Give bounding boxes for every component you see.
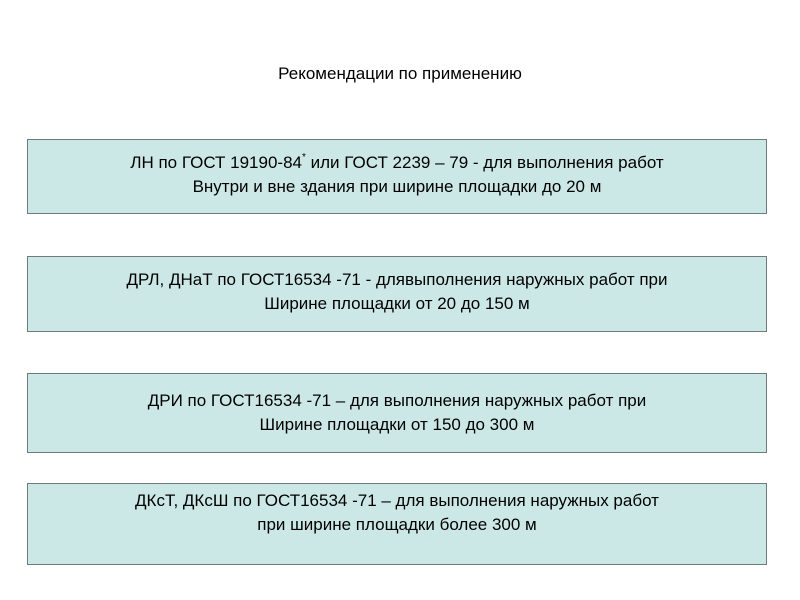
- recommendation-line: ДРИ по ГОСТ16534 -71 – для выполнения наружных работ при: [147, 391, 647, 410]
- recommendation-box-dri: [27, 373, 767, 453]
- recommendation-line: Ширине площадки от 20 до 150 м: [264, 294, 530, 313]
- footnote-mark: *: [302, 152, 306, 164]
- recommendation-line: ДКсТ, ДКсШ по ГОСТ16534 -71 – для выполнения наружных работ: [135, 491, 659, 510]
- recommendation-line: [28, 151, 766, 175]
- recommendation-text: ЛН по ГОСТ 19190-84: [130, 153, 302, 172]
- recommendation-box-dkst: [27, 483, 767, 565]
- recommendation-line: Внутри и вне здания при ширине площадки до 20 м: [192, 177, 602, 196]
- recommendation-line: при ширине площадки более 300 м: [257, 515, 537, 534]
- recommendation-line: Ширине площадки от 150 до 300 м: [259, 415, 535, 434]
- recommendation-text: или ГОСТ 2239 – 79 - для выполнения работ: [305, 153, 664, 172]
- recommendation-box-ln: [27, 139, 767, 214]
- recommendation-line: ДРЛ, ДНаТ по ГОСТ16534 -71 - длявыполнения наружных работ при: [126, 270, 668, 289]
- page-title: Рекомендации по применению: [278, 64, 522, 83]
- recommendation-box-drl: [27, 256, 767, 332]
